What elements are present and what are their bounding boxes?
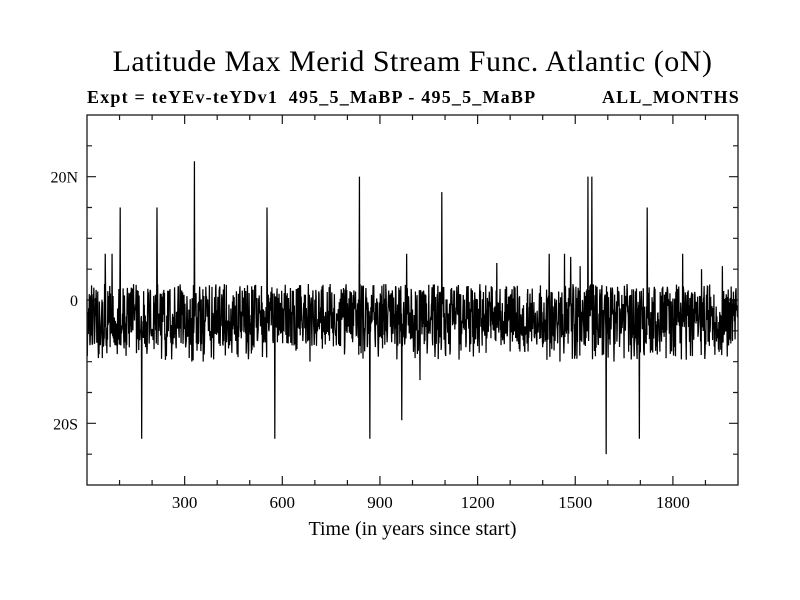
y-tick-labels xyxy=(50,170,78,434)
dataset-label: 495_5_MaBP - 495_5_MaBP xyxy=(288,87,537,107)
x-tick-label: 900 xyxy=(367,493,393,512)
months-label: ALL_MONTHS xyxy=(601,87,740,107)
experiment-label: Expt = teYEv-teYDv1 xyxy=(87,87,279,107)
y-tick-label: 20N xyxy=(50,169,78,187)
data-series-line xyxy=(87,161,738,454)
y-tick-label: 0 xyxy=(70,293,78,310)
y-tick-label: 20S xyxy=(53,416,78,434)
x-tick-label: 1500 xyxy=(558,493,593,512)
x-tick-label: 1800 xyxy=(655,493,690,512)
chart-title: Latitude Max Merid Stream Func. Atlantic (oN) xyxy=(112,45,713,78)
series-path xyxy=(87,161,738,454)
x-tick-labels xyxy=(172,493,690,512)
x-tick-label: 600 xyxy=(269,493,296,512)
x-axis-title: Time (in years since start) xyxy=(308,518,517,540)
x-tick-label: 300 xyxy=(171,493,198,512)
x-tick-label: 1200 xyxy=(460,493,495,512)
